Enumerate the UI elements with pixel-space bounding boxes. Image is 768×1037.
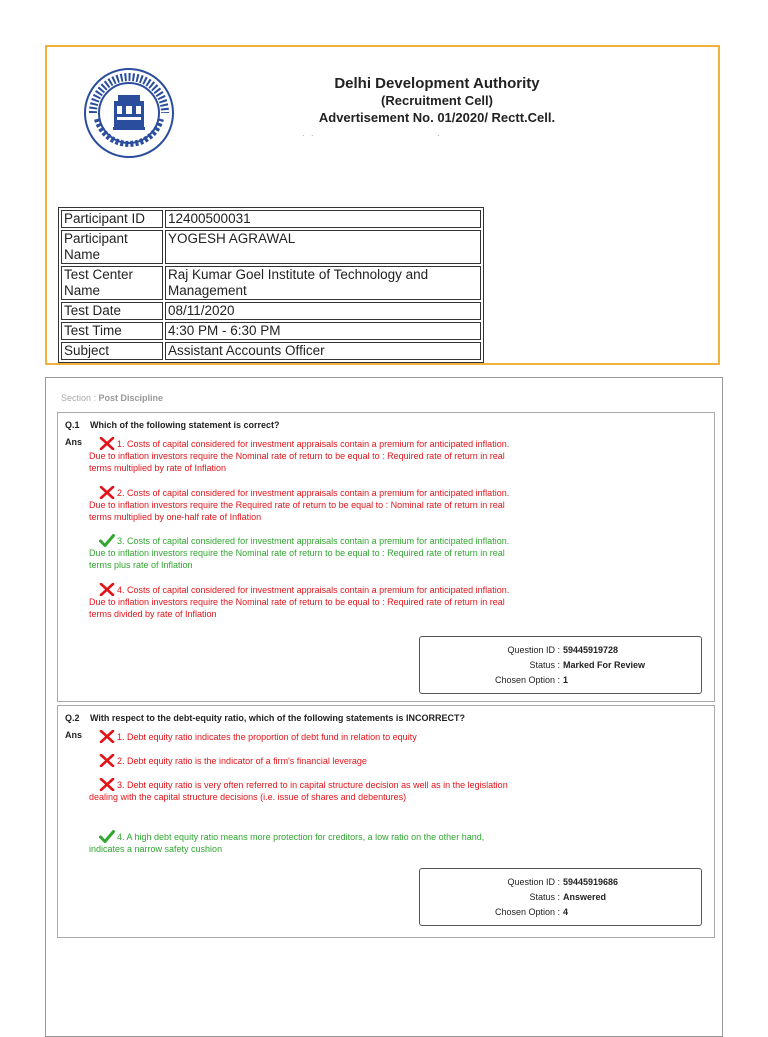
question-number: Q.2 xyxy=(65,713,80,723)
question-text: Which of the following statement is correct? xyxy=(90,420,280,430)
status-row: Status : Marked For Review xyxy=(420,658,701,673)
info-value: 4:30 PM - 6:30 PM xyxy=(165,322,481,340)
answer-option xyxy=(89,437,519,474)
option-text: 3. Costs of capital considered for investment appraisals contain a premium for anticipated inflation. Due to inflation investors require the Nominal rate of return to be equal to : Required rate of return in real terms plus rate of Inflation xyxy=(89,536,510,570)
question-card xyxy=(57,705,715,938)
participant-info-row xyxy=(61,266,481,300)
chosen-option-value: 1 xyxy=(563,675,569,685)
option-text: 4. A high debt equity ratio means more protection for creditors, a low ratio on the other hand, indicates a narrow safety cushion xyxy=(89,832,485,854)
question-id: 59445919686 xyxy=(563,877,619,887)
org-title xyxy=(212,75,662,126)
participant-info-table xyxy=(58,207,484,363)
info-value: 12400500031 xyxy=(165,210,481,228)
cross-icon xyxy=(99,730,115,743)
decorative-dot: · xyxy=(437,131,440,140)
info-value: 08/11/2020 xyxy=(165,302,481,320)
participant-info-row xyxy=(61,322,481,340)
question-id-row: Question ID : 59445919686 xyxy=(420,875,701,890)
response-sheet xyxy=(45,377,723,1037)
info-label: Participant ID xyxy=(61,210,163,228)
status-value: Answered xyxy=(563,892,607,902)
header-card xyxy=(45,45,720,365)
question-heading xyxy=(65,420,280,430)
info-value: Raj Kumar Goel Institute of Technology and Management xyxy=(165,266,481,300)
answer-option xyxy=(89,534,519,571)
option-text: 1. Costs of capital considered for investment appraisals contain a premium for anticipated inflation. Due to inflation investors require the Nominal rate of return to be equal to : Required rate of return in real terms multiplied by rate of Inflation xyxy=(89,439,510,473)
section-label: Section : Post Discipline xyxy=(61,393,164,403)
status-row: Status : Answered xyxy=(420,890,701,905)
question-id-row: Question ID : 59445919728 xyxy=(420,643,701,658)
recruitment-cell: (Recruitment Cell) xyxy=(381,93,493,108)
question-number: Q.1 xyxy=(65,420,80,430)
participant-info-row xyxy=(61,302,481,320)
option-text: 2. Debt equity ratio is the indicator of a firm's financial leverage xyxy=(117,756,367,766)
answer-label: Ans xyxy=(65,437,83,447)
info-label: Subject xyxy=(61,342,163,360)
option-text: 2. Costs of capital considered for investment appraisals contain a premium for anticipated inflation. Due to inflation investors require the Required rate of return to be equal to : Nominal rate of return in real terms multiplied by one-half rate of Inflation xyxy=(89,488,510,522)
info-value: YOGESH AGRAWAL xyxy=(165,230,481,264)
question-card xyxy=(57,412,715,702)
chosen-option-value: 4 xyxy=(563,907,569,917)
answer-option xyxy=(89,754,519,767)
question-heading xyxy=(65,713,465,723)
advertisement-number: Advertisement No. 01/2020/ Rectt.Cell. xyxy=(318,110,556,125)
info-label: Test Date xyxy=(61,302,163,320)
info-label: Test Time xyxy=(61,322,163,340)
question-meta-box xyxy=(419,868,702,926)
participant-info-row xyxy=(61,230,481,264)
info-value: Assistant Accounts Officer xyxy=(165,342,481,360)
dda-emblem-icon xyxy=(83,67,175,159)
answer-option xyxy=(89,583,519,620)
decorative-dots: · · xyxy=(302,131,316,140)
check-icon xyxy=(99,830,115,843)
status-value: Marked For Review xyxy=(563,660,646,670)
answer-option xyxy=(89,830,519,855)
answer-option xyxy=(89,778,519,803)
check-icon xyxy=(99,534,115,547)
question-text: With respect to the debt-equity ratio, which of the following statements is INCORRECT? xyxy=(90,713,465,723)
question-meta-box xyxy=(419,636,702,694)
participant-info-row xyxy=(61,210,481,228)
org-name: Delhi Development Authority xyxy=(334,75,540,92)
option-text: 3. Debt equity ratio is very often referred to in capital structure decision as well as in the legislation dealing with the capital structure decisions (i.e. issue of shares and debentures) xyxy=(89,780,508,802)
option-text: 4. Costs of capital considered for investment appraisals contain a premium for anticipated inflation. Due to inflation investors require the Nominal rate of return to be equal to : Required rate of return in real terms divided by rate of Inflation xyxy=(89,585,510,619)
chosen-option-row: Chosen Option : 4 xyxy=(420,905,701,920)
info-label: Participant Name xyxy=(61,230,163,264)
section-name: Post Discipline xyxy=(98,393,164,403)
participant-info-row xyxy=(61,342,481,360)
answer-option xyxy=(89,730,519,743)
cross-icon xyxy=(99,583,115,596)
cross-icon xyxy=(99,754,115,767)
answer-option xyxy=(89,486,519,523)
cross-icon xyxy=(99,778,115,791)
option-text: 1. Debt equity ratio indicates the proportion of debt fund in relation to equity xyxy=(117,732,417,742)
chosen-option-row: Chosen Option : 1 xyxy=(420,673,701,688)
info-label: Test Center Name xyxy=(61,266,163,300)
cross-icon xyxy=(99,437,115,450)
cross-icon xyxy=(99,486,115,499)
answer-label: Ans xyxy=(65,730,83,740)
question-id: 59445919728 xyxy=(563,645,619,655)
